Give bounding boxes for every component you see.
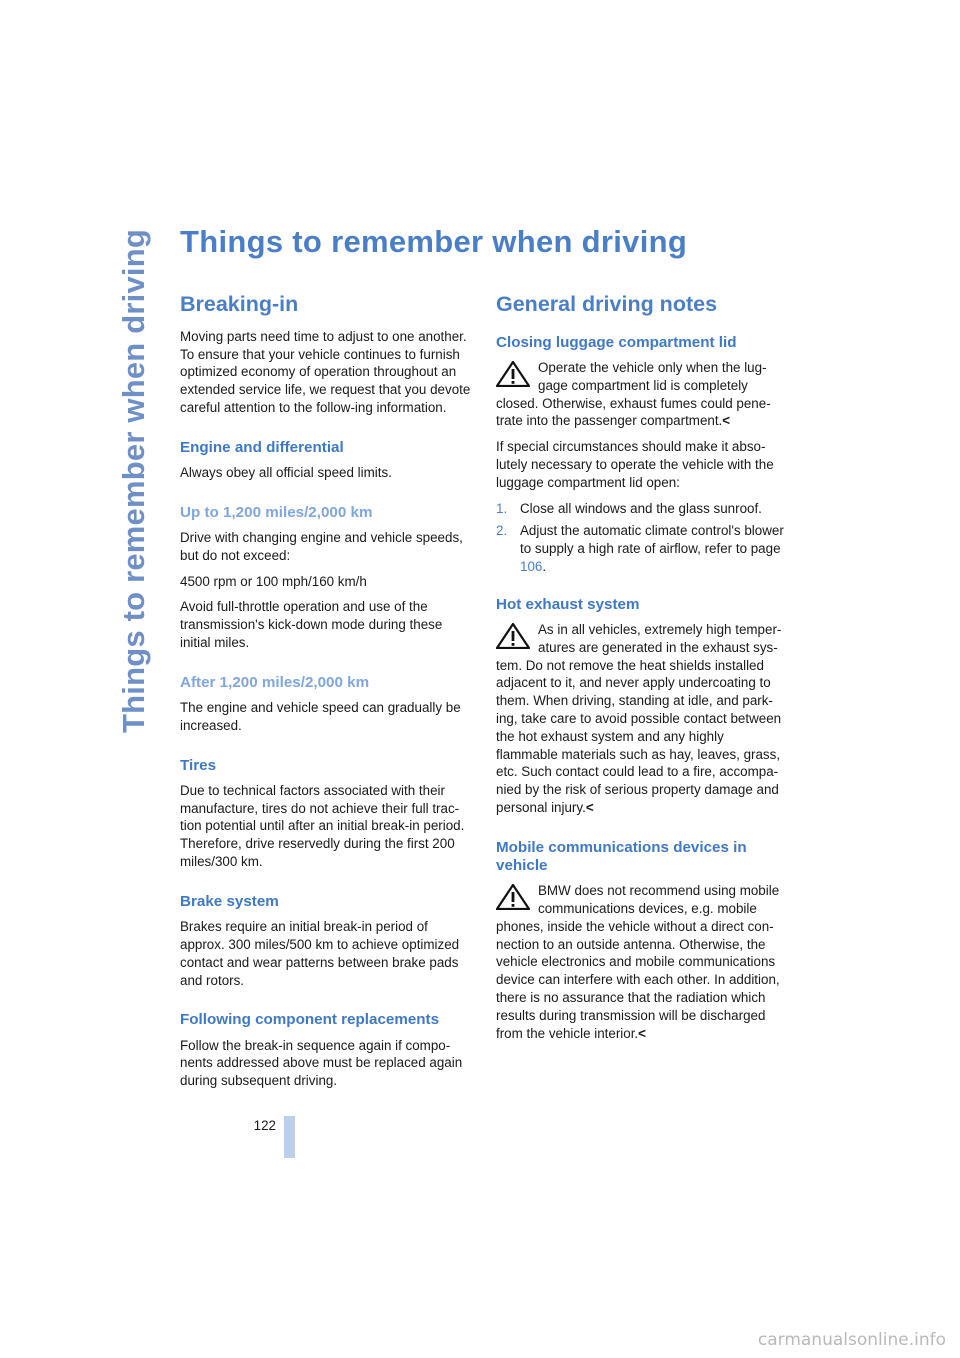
step-number: 1. bbox=[496, 500, 508, 516]
end-mark: < bbox=[722, 413, 731, 429]
following-heading: Following component replacements bbox=[180, 1011, 440, 1029]
page-number-bar bbox=[284, 1116, 295, 1158]
list-item bbox=[496, 522, 789, 575]
page-number: 122 bbox=[253, 1118, 276, 1133]
tires-text: Due to technical factors associated with their manufacture, tires do not achieve their full trac-tion potential until after an initial break-in period. Therefore, drive reservedly during the first 200 miles/300 km. bbox=[180, 782, 465, 870]
mobile-warning bbox=[496, 882, 789, 1042]
upto-section bbox=[180, 504, 473, 652]
end-mark: < bbox=[585, 800, 594, 815]
mobile-heading: Mobile communications devices in vehicle bbox=[496, 838, 747, 875]
tires-heading: Tires bbox=[180, 756, 217, 774]
warning-triangle-icon bbox=[496, 884, 530, 910]
page-106-link[interactable]: 106 bbox=[520, 559, 543, 574]
side-chapter-title bbox=[106, 231, 162, 731]
tires-section bbox=[180, 757, 473, 871]
closing-heading: Closing luggage compartment lid bbox=[496, 333, 737, 351]
upto-text-2: 4500 rpm or 100 mph/160 km/h bbox=[180, 573, 367, 589]
list-item bbox=[496, 500, 789, 518]
exhaust-heading: Hot exhaust system bbox=[496, 595, 640, 613]
exhaust-section bbox=[496, 596, 789, 817]
watermark: carmanualsonline.info bbox=[757, 1330, 946, 1350]
page-title: Things to remember when driving bbox=[180, 224, 688, 259]
warning-triangle-icon bbox=[496, 361, 530, 387]
exhaust-warning bbox=[496, 621, 789, 817]
engine-heading: Engine and differential bbox=[180, 438, 344, 456]
right-column bbox=[496, 292, 789, 1050]
step-text-end: . bbox=[542, 559, 547, 574]
left-column bbox=[180, 292, 473, 1098]
brakes-heading: Brake system bbox=[180, 892, 279, 910]
after-text: The engine and vehicle speed can gradually be increased. bbox=[180, 700, 461, 733]
breaking-in-intro: Moving parts need time to adjust to one another. To ensure that your vehicle continues to furnish optimized economy of operation throughout an extended service life, we request that you devote careful attention to the follow-ing information. bbox=[180, 328, 471, 415]
end-mark: < bbox=[638, 1025, 646, 1041]
upto-text-3: Avoid full-throttle operation and use of the transmission's kick-down mode during these initial miles. bbox=[180, 599, 443, 651]
after-heading: After 1,200 miles/2,000 km bbox=[180, 673, 370, 691]
side-chapter-title-text: Things to remember when driving bbox=[116, 229, 151, 733]
engine-section bbox=[180, 439, 473, 482]
exhaust-warning-text: As in all vehicles, extremely high temper-atures are generated in the exhaust sys-tem. Do not remove the heat shields installed adjacent to it, and never apply undercoating to them. When driving, standing at idle, and park-ing, take care to avoid possible contact between the hot exhaust system and any highly flammable materials such as hay, leaves, grass, etc. Such contact could lead to a fire, accompa-nied by the risk of serious property damage and personal injury. bbox=[496, 622, 782, 815]
upto-heading: Up to 1,200 miles/2,000 km bbox=[180, 503, 373, 521]
mobile-section bbox=[496, 839, 789, 1043]
following-text: Follow the break-in sequence again if compo-nents addressed above must be replaced again during subsequent driving. bbox=[180, 1037, 463, 1089]
brakes-section bbox=[180, 893, 473, 989]
general-notes-heading: General driving notes bbox=[496, 292, 718, 316]
following-section bbox=[180, 1011, 473, 1090]
after-section bbox=[180, 674, 473, 735]
closing-warning-text: Operate the vehicle only when the lug-gage compartment lid is completely closed. Otherwise, exhaust fumes could pene-trate into the passenger compartment. bbox=[496, 360, 771, 429]
closing-warning bbox=[496, 359, 789, 430]
mobile-warning-text: BMW does not recommend using mobile communications devices, e.g. mobile phones, inside the vehicle without a direct con-nection to an outside antenna. Otherwise, the vehicle electronics and mobile communications device can interfere with each other. In addition, there is no assurance that the radiation which results during transmission will be discharged from the vehicle interior. bbox=[496, 883, 780, 1041]
brakes-text: Brakes require an initial break-in period of approx. 300 miles/500 km to achieve optimized contact and wear patterns between brake pads and rotors. bbox=[180, 919, 460, 988]
step-text: Close all windows and the glass sunroof. bbox=[520, 500, 762, 516]
step-number: 2. bbox=[496, 523, 508, 539]
upto-text-1: Drive with changing engine and vehicle speeds, but do not exceed: bbox=[180, 530, 463, 563]
engine-text: Always obey all official speed limits. bbox=[180, 465, 392, 481]
closing-text: If special circumstances should make it abso-lutely necessary to operate the vehicle with the luggage compartment lid open: bbox=[496, 439, 774, 490]
closing-section bbox=[496, 334, 789, 576]
warning-triangle-icon bbox=[496, 623, 530, 649]
breaking-in-heading: Breaking-in bbox=[180, 292, 299, 316]
step-text: Adjust the automatic climate control's blower to supply a high rate of airflow, refer to page bbox=[520, 523, 784, 557]
closing-steps bbox=[496, 500, 789, 576]
